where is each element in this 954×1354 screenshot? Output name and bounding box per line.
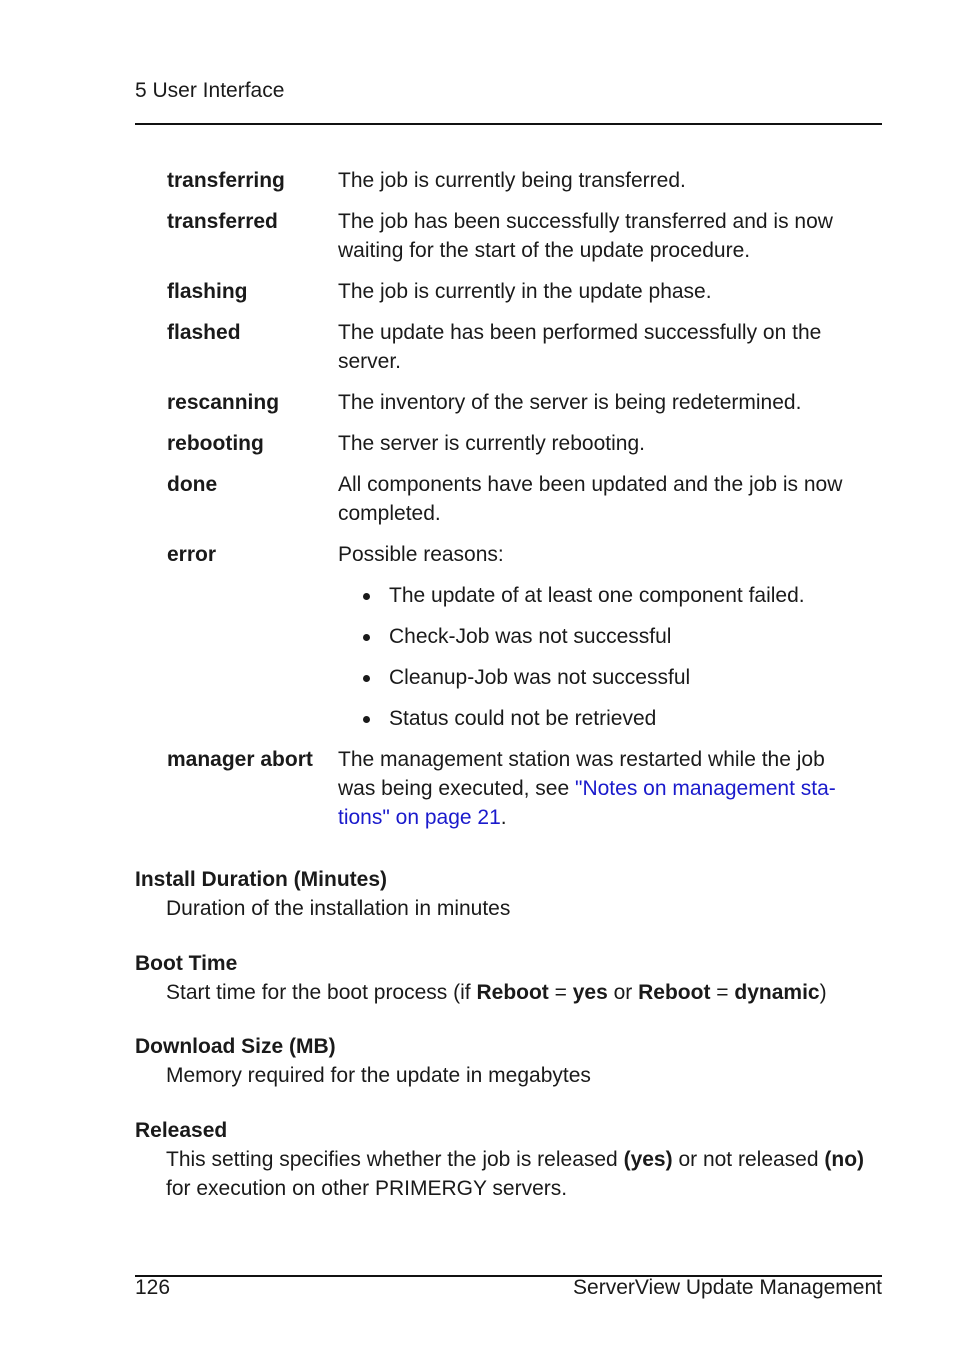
text-run: for execution on other PRIMERGY servers. bbox=[166, 1177, 568, 1200]
list-item-text: Status could not be retrieved bbox=[389, 707, 657, 730]
download-size-section bbox=[135, 1032, 875, 1090]
install-duration-section bbox=[135, 865, 875, 923]
text-run: = bbox=[548, 981, 573, 1004]
text-run: or bbox=[607, 981, 639, 1004]
status-row bbox=[167, 318, 867, 376]
status-term: rescanning bbox=[167, 391, 280, 414]
manager-abort-text: The management station was restarted while the job was being executed, see bbox=[338, 748, 825, 800]
section-title: Released bbox=[135, 1119, 228, 1142]
text-run: This setting specifies whether the job is released bbox=[166, 1148, 624, 1171]
error-reasons-list bbox=[338, 581, 867, 733]
status-row bbox=[167, 470, 867, 528]
status-description: The job is currently being transferred. bbox=[338, 169, 686, 192]
status-term: flashed bbox=[167, 321, 241, 344]
manager-abort-period: . bbox=[500, 806, 507, 829]
section-body: Memory required for the update in megabytes bbox=[166, 1064, 591, 1087]
status-row bbox=[167, 166, 867, 195]
list-item-text: Check-Job was not successful bbox=[389, 625, 672, 648]
term-yes: yes bbox=[572, 981, 608, 1004]
bullet-icon bbox=[363, 675, 370, 682]
term-yes: (yes) bbox=[623, 1148, 673, 1171]
term-dynamic: dynamic bbox=[734, 981, 820, 1004]
bullet-icon bbox=[363, 634, 370, 641]
status-term: error bbox=[167, 543, 217, 566]
status-description: All components have been updated and the job is now completed. bbox=[338, 473, 843, 525]
status-row bbox=[167, 207, 867, 265]
text-run: Start time for the boot process (if bbox=[166, 981, 477, 1004]
section-body bbox=[135, 1145, 875, 1203]
section-title: Download Size (MB) bbox=[135, 1035, 336, 1058]
section-title: Boot Time bbox=[135, 952, 238, 975]
page-number: 126 bbox=[135, 1276, 171, 1299]
list-item bbox=[338, 704, 867, 733]
status-description: The inventory of the server is being redetermined. bbox=[338, 391, 802, 414]
status-row bbox=[167, 277, 867, 306]
status-description: The job is currently in the update phase. bbox=[338, 280, 712, 303]
section-body bbox=[135, 978, 875, 1007]
section-body: Duration of the installation in minutes bbox=[166, 897, 511, 920]
list-item bbox=[338, 622, 867, 651]
term-reboot: Reboot bbox=[638, 981, 711, 1004]
status-description: The server is currently rebooting. bbox=[338, 432, 645, 455]
list-item-text: Cleanup-Job was not successful bbox=[389, 666, 691, 689]
list-item-text: The update of at least one component failed. bbox=[389, 584, 805, 607]
notes-management-stations-link[interactable]: "Notes on management sta-tions" on page 21 bbox=[338, 777, 836, 829]
status-term: done bbox=[167, 473, 218, 496]
status-row-manager-abort bbox=[167, 745, 867, 832]
error-intro: Possible reasons: bbox=[338, 543, 504, 566]
status-term: transferring bbox=[167, 169, 285, 192]
text-run: = bbox=[710, 981, 735, 1004]
term-reboot: Reboot bbox=[476, 981, 549, 1004]
status-description: The update has been performed successfully on the server. bbox=[338, 321, 822, 373]
text-run: or not released bbox=[672, 1148, 825, 1171]
status-row-error bbox=[167, 540, 867, 733]
status-term: flashing bbox=[167, 280, 248, 303]
status-description bbox=[338, 745, 867, 832]
released-section bbox=[135, 1116, 875, 1203]
status-description: The job has been successfully transferred and is now waiting for the start of the update procedure. bbox=[338, 210, 833, 262]
list-item bbox=[338, 581, 867, 610]
status-term: transferred bbox=[167, 210, 278, 233]
term-no: (no) bbox=[824, 1148, 865, 1171]
job-status-list bbox=[167, 166, 867, 844]
bullet-icon bbox=[363, 593, 370, 600]
status-term: rebooting bbox=[167, 432, 264, 455]
header-divider bbox=[135, 123, 882, 125]
status-description bbox=[338, 540, 867, 733]
status-row bbox=[167, 388, 867, 417]
footer-product-name: ServerView Update Management bbox=[573, 1276, 882, 1299]
status-term: manager abort bbox=[167, 748, 313, 771]
section-title: Install Duration (Minutes) bbox=[135, 868, 387, 891]
boot-time-section bbox=[135, 949, 875, 1007]
list-item bbox=[338, 663, 867, 692]
bullet-icon bbox=[363, 716, 370, 723]
page-header-chapter: 5 User Interface bbox=[135, 79, 285, 102]
text-run: ) bbox=[819, 981, 827, 1004]
status-row bbox=[167, 429, 867, 458]
